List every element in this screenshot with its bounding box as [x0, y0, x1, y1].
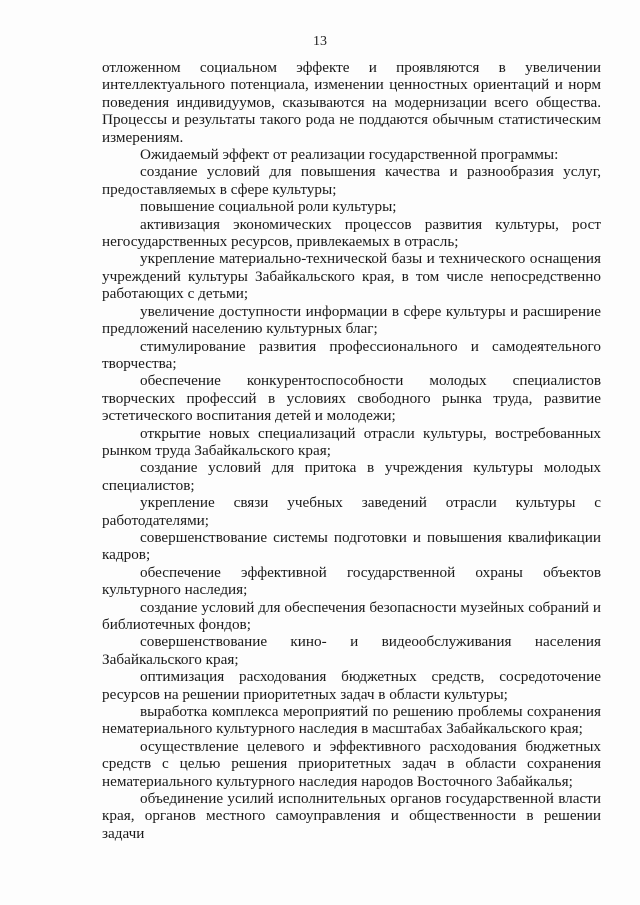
page-number: 13 [313, 34, 327, 49]
paragraph: обеспечение эффективной государственной охраны объектов культурного наследия; [102, 563, 601, 599]
paragraph: укрепление материально-технической базы и технического оснащения учреждений культуры Забайкальского края, в том числе непосредственно работающих с детьми; [102, 250, 601, 303]
paragraph: объединение усилий исполнительных органов государственной власти края, органов местного самоуправления и общественности в решении задачи [102, 790, 601, 842]
paragraph: оптимизация расходования бюджетных средств, сосредоточение ресурсов на решении приоритетных задач в области культуры; [102, 668, 601, 703]
paragraph: активизация экономических процессов развития культуры, рост негосударственных ресурсов, привлекаемых в отрасль; [102, 215, 601, 251]
paragraph: создание условий для обеспечения безопасности музейных собраний и библиотечных фондов; [102, 598, 601, 633]
body-text [102, 59, 601, 842]
paragraph: повышение социальной роли культуры; [140, 198, 397, 216]
paragraph: Ожидаемый эффект от реализации государственной программы: [140, 146, 559, 164]
paragraph: открытие новых специализаций отрасли культуры, востребованных рынком труда Забайкальского края; [102, 424, 601, 459]
paragraph: увеличение доступности информации в сфере культуры и расширение предложений населению культурных благ; [102, 302, 601, 338]
paragraph: стимулирование развития профессионального и самодеятельного творчества; [102, 337, 601, 372]
paragraph: создание условий для притока в учреждения культуры молодых специалистов; [102, 459, 601, 494]
paragraph: обеспечение конкурентоспособности молодых специалистов творческих профессий в условиях свободного рынка труда, развитие эстетического воспитания детей и молодежи; [102, 372, 601, 425]
paragraph: создание условий для повышения качества и разнообразия услуг, предоставляемых в сфере культуры; [102, 163, 601, 198]
paragraph: укрепление связи учебных заведений отрасли культуры с работодателями; [102, 494, 601, 529]
paragraph: выработка комплекса мероприятий по решению проблемы сохранения нематериального культурного наследия в масштабах Забайкальского края; [102, 703, 601, 738]
paragraph: совершенствование системы подготовки и повышения квалификации кадров; [102, 528, 601, 564]
paragraph: отложенном социальном эффекте и проявляются в увеличении интеллектуального потенциала, изменении ценностных ориентаций и норм поведения индивидуумов, сказываются на модернизации всего общества. Процессы и результаты такого рода не поддаются обычным статистическим измерениям. [102, 59, 601, 146]
paragraph: осуществление целевого и эффективного расходования бюджетных средств с целью решения приоритетных задач в области сохранения нематериального культурного наследия народов Восточного Забайкалья; [102, 737, 601, 790]
paragraph: совершенствование кино- и видеообслуживания населения Забайкальского края; [102, 633, 601, 668]
